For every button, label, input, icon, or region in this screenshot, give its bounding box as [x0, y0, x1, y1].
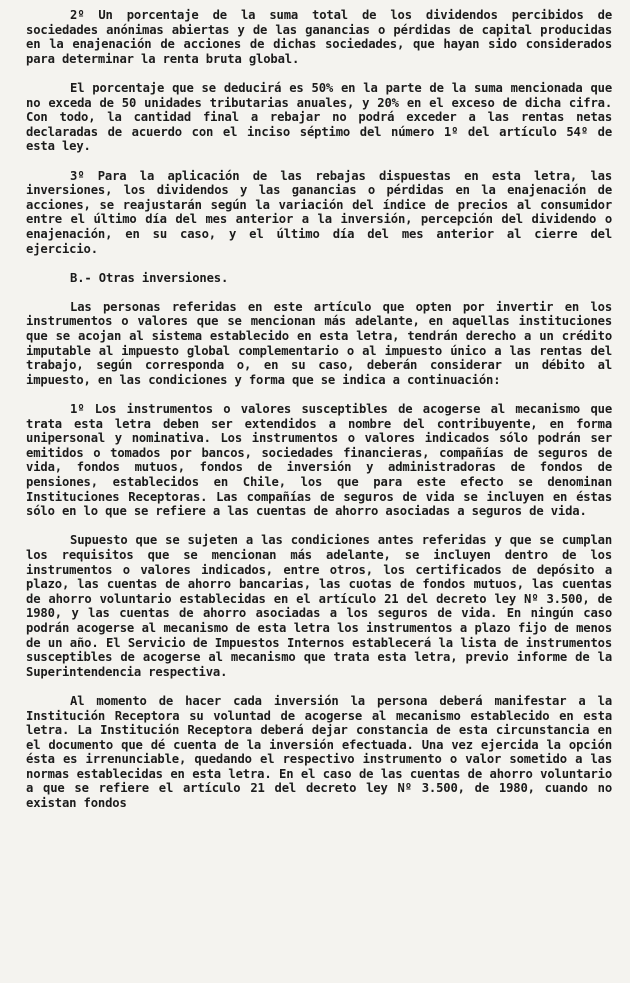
paragraph-personas-referidas: Las personas referidas en este artículo que opten por invertir en los instrumentos o valores que se mencionan más adelante, en aquellas instituciones que se acojan al sistema establecido en esta letra, tendrán derecho a un crédito imputable al impuesto global complementario o al impuesto único a las rentas del trabajo, según corresponda o, en su caso, deberán considerar un débito al impuesto, en las condiciones y forma que se indica a continuación: [26, 299, 612, 387]
section-heading-otras-inversiones: B.- Otras inversiones. [70, 270, 229, 285]
paragraph-3-reajuste: 3º Para la aplicación de las rebajas dispuestas en esta letra, las inversiones, los dividendos y las ganancias o pérdidas en la enajenación de acciones, se reajustarán según la variación del índice de precios al consumidor entre el último día del mes anterior a la inversión, percepción del dividendo o enajenación, en su caso, y el último día del mes anterior al cierre del ejercicio. [26, 168, 612, 256]
paragraph-porcentaje-deduccion: El porcentaje que se deducirá es 50% en la parte de la suma mencionada que no exceda de 50 unidades tributarias anuales, y 20% en el exceso de dicha cifra. Con todo, la cantidad final a rebajar no podrá exceder a las rentas netas declaradas de acuerdo con el inciso séptimo del número 1º del artículo 54º de esta ley. [26, 80, 612, 154]
paragraph-2-dividendos: 2º Un porcentaje de la suma total de los dividendos percibidos de sociedades anónimas abiertas y de las ganancias o pérdidas de capital producidas en la enajenación de acciones de dichas sociedades, que hayan sido considerados para determinar la renta bruta global. [26, 8, 612, 66]
paragraph-supuesto-condiciones: Supuesto que se sujeten a las condiciones antes referidas y que se cumplan los requisitos que se mencionan más adelante, se incluyen dentro de los instrumentos o valores indicados, entre otros, los certificados de depósito a plazo, las cuentas de ahorro bancarias, las cuotas de fondos mutuos, las cuentas de ahorro voluntario establecidas en el artículo 21 del decreto ley Nº 3.500, de 1980, y las cuentas de ahorro asociadas a los seguros de vida. En ningún caso podrán acogerse al mecanismo de esta letra los instrumentos a plazo fijo de menos de un año. El Servicio de Impuestos Internos establecerá la lista de instrumentos susceptibles de acogerse al mecanismo que trata esta letra, previo informe de la Superintendencia respectiva. [26, 533, 612, 679]
paragraph-1-instrumentos: 1º Los instrumentos o valores susceptibles de acogerse al mecanismo que trata esta letra deben ser extendidos a nombre del contribuyente, en forma unipersonal y nominativa. Los instrumentos o valores indicados sólo podrán ser emitidos o tomados por bancos, sociedades financieras, compañías de seguros de vida, fondos mutuos, fondos de inversión y administradoras de fondos de pensiones, establecidos en Chile, los que para este efecto se denominan Instituciones Receptoras. Las compañías de seguros de vida se incluyen en éstas sólo en lo que se refiere a las cuentas de ahorro asociadas a seguros de vida. [26, 402, 612, 519]
paragraph-momento-inversion: Al momento de hacer cada inversión la persona deberá manifestar a la Institución Receptora su voluntad de acogerse al mecanismo establecido en esta letra. La Institución Receptora deberá dejar constancia de esta circunstancia en el documento que dé cuenta de la inversión efectuada. Una vez ejercida la opción ésta es irrenunciable, quedando el respectivo instrumento o valor sometido a las normas establecidas en esta letra. En el caso de las cuentas de ahorro voluntario a que se refiere el artículo 21 del decreto ley Nº 3.500, de 1980, cuando no existan fondos [26, 693, 612, 811]
